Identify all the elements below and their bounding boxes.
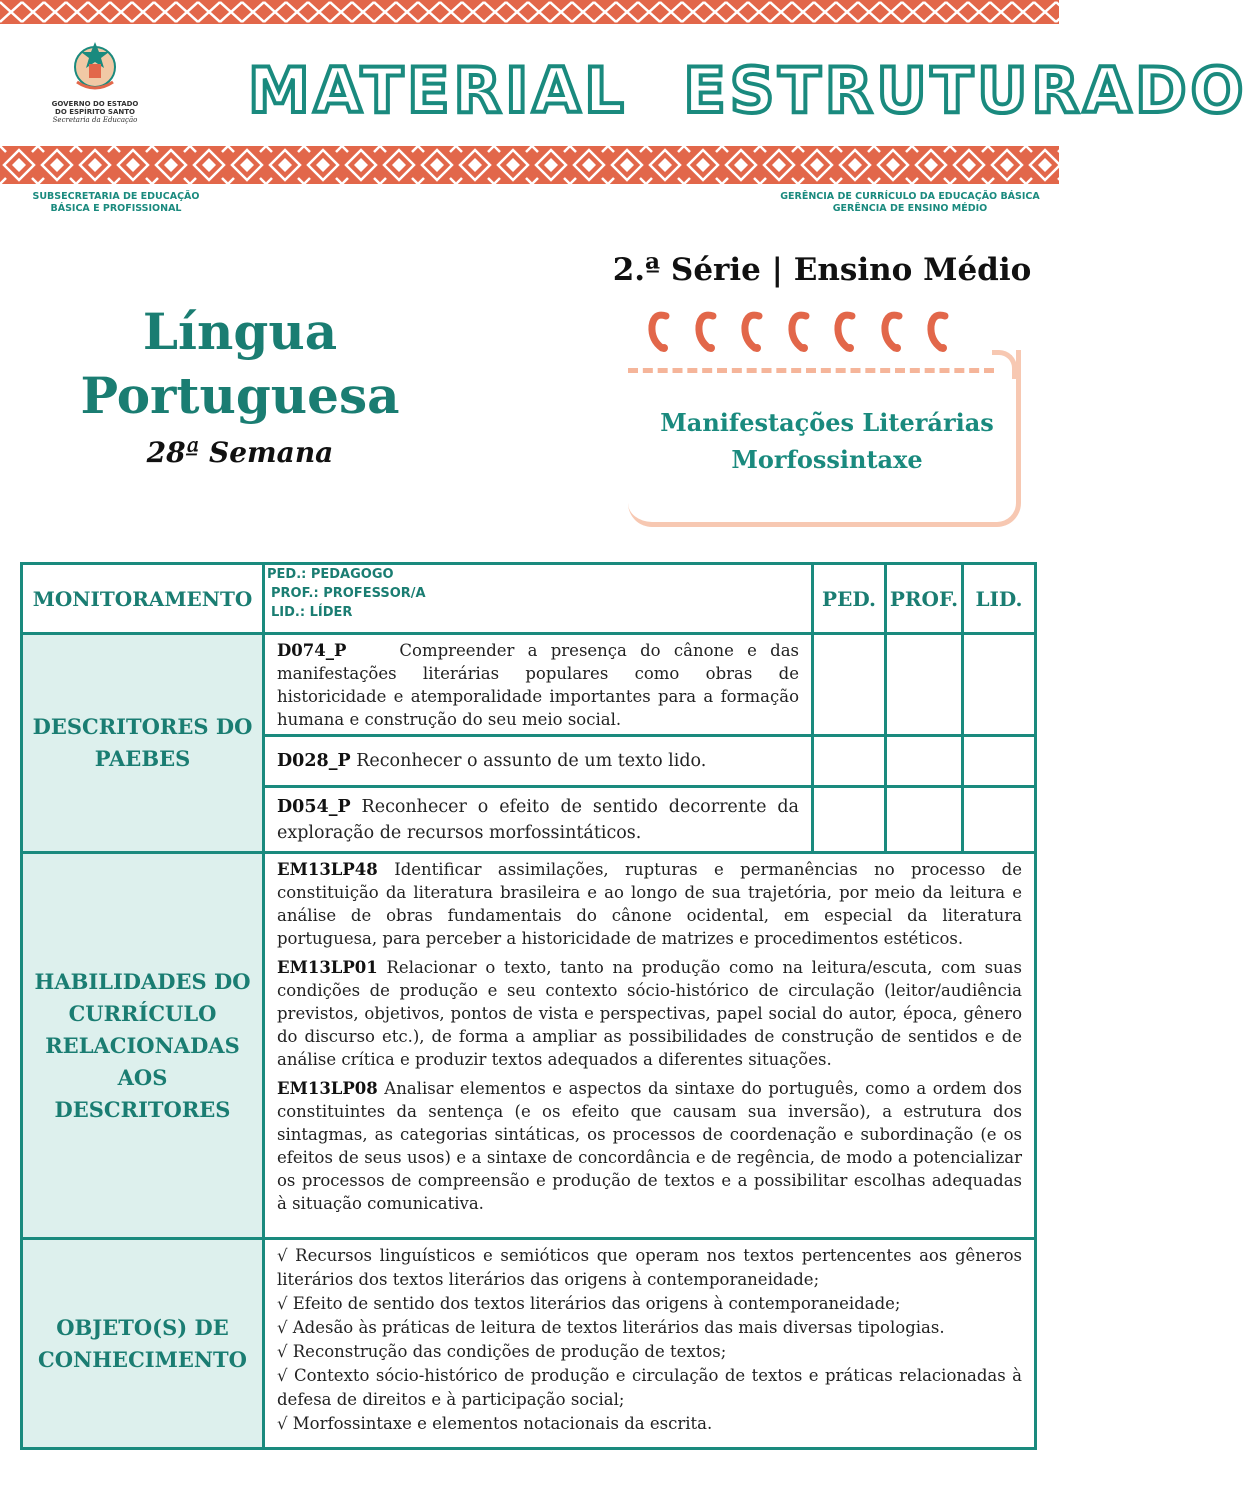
- spiral-ring-icon: [879, 308, 901, 352]
- subsecretaria-label: [16, 191, 216, 215]
- descriptor-text: Reconhecer o assunto de um texto lido.: [356, 750, 707, 771]
- objetos-label: [22, 1239, 264, 1449]
- descritores-label: [22, 634, 264, 853]
- sub-left-line-2: BÁSICA E PROFISSIONAL: [50, 203, 182, 214]
- spiral-ring-icon: [925, 308, 947, 352]
- habilidade-text: Analisar elementos e aspectos da sintaxe do português, como a ordem dos constituintes da sentença (e os efeito que causam sua inversão), a estrutura dos sintagmas, as categorias sintáticas, os processos de coordenação e subordinação (e os efeitos de seus usos) e a sintaxe de concordância e de regência, de modo a potencializar os processos de compreensão e produção de textos e a possibilitar escolhas adequadas à situação comunicativa.: [277, 1079, 1023, 1213]
- descriptor-code: D054_P: [277, 796, 351, 817]
- legend-ped: PED.: PEDAGOGO: [267, 567, 394, 582]
- check-lid[interactable]: [963, 787, 1036, 853]
- logo-line-2: DO ESPÍRITO SANTO: [55, 108, 135, 116]
- objeto-item: √ Recursos linguísticos e semióticos que operam nos textos pertencentes aos gêneros literários dos textos literários das origens à contemporaneidade;: [277, 1246, 1022, 1289]
- descriptor-row: [22, 634, 1036, 736]
- habilidades-label-text: HABILIDADES DO CURRÍCULO RELACIONADAS AOS DESCRITORES: [34, 968, 251, 1122]
- legend-prof: PROF.: PROFESSOR/A: [271, 586, 426, 601]
- objetos-cell: [264, 1239, 1036, 1449]
- habilidade-em13lp08: [277, 1077, 1022, 1215]
- habilidades-row: [22, 853, 1036, 1239]
- col-ped-header: PED.: [813, 564, 886, 634]
- subject-title: [60, 300, 420, 428]
- pattern-band-graphic-2: [0, 146, 1059, 184]
- monitoramento-cell: MONITORAMENTO: [22, 564, 264, 634]
- descritores-label-text: DESCRITORES DO PAEBES: [32, 714, 253, 771]
- check-prof[interactable]: [886, 787, 963, 853]
- check-ped[interactable]: [813, 787, 886, 853]
- habilidade-text: Relacionar o texto, tanto na produção como na leitura/escuta, com suas condições de produção e seu contexto sócio-histórico de circulação (leitor/audiência previstos, objetivos, pontos de vista e perspectivas, papel social do autor, época, gênero do discurso etc.), de forma a ampliar as possibilidades de construção de sentidos e de análise crítica e produzir textos adequados a diferentes situações.: [277, 958, 1022, 1069]
- check-prof[interactable]: [886, 736, 963, 787]
- gerencia-label: [770, 191, 1050, 215]
- legend-lid: LID.: LÍDER: [271, 605, 353, 620]
- check-ped[interactable]: [813, 634, 886, 736]
- objeto-item: √ Contexto sócio-histórico de produção e circulação de textos e práticas relacionadas à defesa de direitos e à participação social;: [277, 1366, 1022, 1409]
- col-prof-header: PROF.: [886, 564, 963, 634]
- topic-1: Manifestações Literárias: [660, 408, 994, 437]
- sub-right-line-2: GERÊNCIA DE ENSINO MÉDIO: [832, 203, 988, 214]
- descriptor-text: Reconhecer o efeito de sentido decorrente da exploração de recursos morfossintáticos.: [277, 796, 799, 843]
- spiral-ring-icon: [646, 308, 668, 352]
- check-ped[interactable]: [813, 736, 886, 787]
- check-lid[interactable]: [963, 736, 1036, 787]
- descriptor-code: D028_P: [277, 750, 351, 771]
- government-logo: [40, 38, 150, 133]
- col-lid-header: LID.: [963, 564, 1036, 634]
- spiral-ring-icon: [739, 308, 761, 352]
- notebook-card: [622, 308, 1022, 528]
- middle-decorative-band: [0, 146, 1059, 184]
- serie-heading: 2.ª Série | Ensino Médio: [612, 252, 1032, 288]
- logo-line-3: Secretaria da Educação: [52, 116, 138, 124]
- notebook-dashed-line: [628, 368, 994, 373]
- monitoring-table: [20, 562, 1037, 1450]
- habilidade-code: EM13LP01: [277, 958, 378, 977]
- sub-left-line-1: SUBSECRETARIA DE EDUCAÇÃO: [32, 191, 200, 202]
- subject-line-1: Língua: [142, 302, 338, 361]
- subject-line-2: Portuguesa: [80, 366, 400, 425]
- objeto-item: √ Adesão às práticas de leitura de textos literários das mais diversas tipologias.: [277, 1318, 945, 1337]
- spiral-ring-icon: [693, 308, 715, 352]
- habilidades-cell: [264, 853, 1036, 1239]
- habilidade-code: EM13LP08: [277, 1079, 378, 1098]
- check-prof[interactable]: [886, 634, 963, 736]
- habilidades-label: [22, 853, 264, 1239]
- logo-line-1: GOVERNO DO ESTADO: [51, 100, 139, 108]
- descriptor-d074: [264, 634, 813, 736]
- topic-2: Morfossintaxe: [731, 445, 923, 474]
- descriptor-text: Compreender a presença do cânone e das manifestações literárias populares como obras de historicidade e atemporalidade importantes para a formação humana e construção do seu meio social.: [277, 640, 800, 729]
- objeto-item: √ Efeito de sentido dos textos literários das origens à contemporaneidade;: [277, 1294, 901, 1313]
- habilidade-code: EM13LP48: [277, 860, 378, 879]
- header-row: [22, 564, 1036, 634]
- habilidade-em13lp48: [277, 858, 1022, 950]
- spiral-ring-icon: [832, 308, 854, 352]
- habilidade-text: Identificar assimilações, rupturas e permanências no processo de constituição da literatura brasileira e ao longo de sua trajetória, por meio da leitura e análise de obras fundamentais do cânone ocidental, em especial da literatura portuguesa, para perceber a historicidade de matrizes e procedimentos estéticos.: [277, 860, 1023, 948]
- top-decorative-band: [0, 0, 1059, 24]
- week-label: 28ª Semana: [146, 436, 334, 469]
- spiral-ring-icon: [786, 308, 808, 352]
- objetos-label-text: OBJETO(S) DE CONHECIMENTO: [38, 1314, 247, 1372]
- objeto-item: √ Morfossintaxe e elementos notacionais da escrita.: [277, 1414, 713, 1433]
- legend-cell: [264, 564, 813, 634]
- check-lid[interactable]: [963, 634, 1036, 736]
- habilidade-em13lp01: [277, 956, 1022, 1071]
- topics-box: [642, 404, 1012, 478]
- material-title: MATERIAL ESTRUTURADO: [248, 54, 1247, 127]
- descriptor-d028: [264, 736, 813, 787]
- descriptor-code: D074_P: [277, 640, 347, 660]
- objetos-row: [22, 1239, 1036, 1449]
- objeto-item: √ Reconstrução das condições de produção de textos;: [277, 1342, 727, 1361]
- pattern-band-graphic: [0, 0, 1059, 24]
- coat-of-arms-icon: [65, 38, 125, 96]
- sub-right-line-1: GERÊNCIA DE CURRÍCULO DA EDUCAÇÃO BÁSICA: [780, 191, 1040, 202]
- descriptor-d054: [264, 787, 813, 853]
